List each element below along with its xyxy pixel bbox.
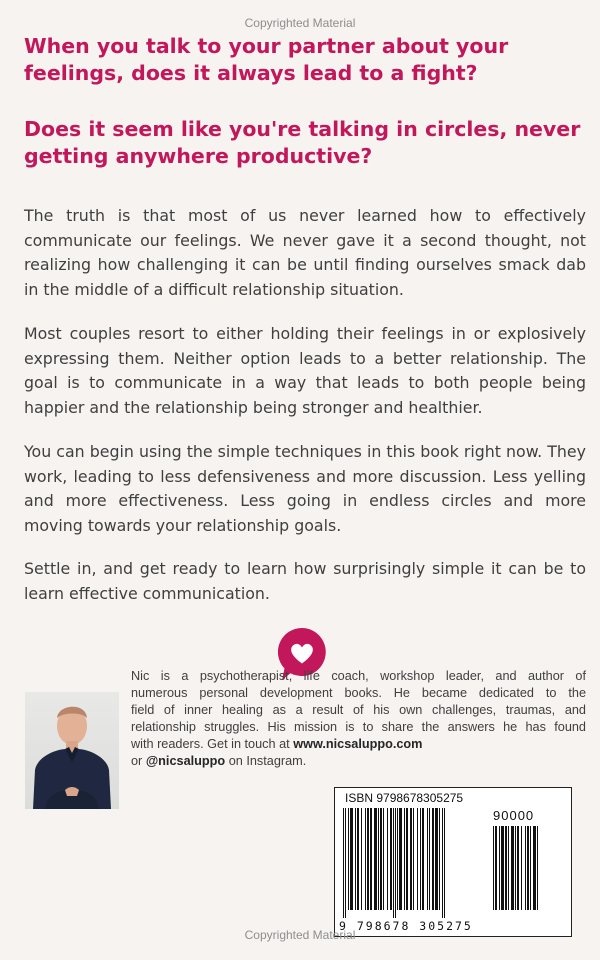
- price-code: 90000: [493, 808, 535, 823]
- bio-line-6: [131, 753, 586, 770]
- bio-line-3: field of inner healing as a result of his own challenges, traumas, and: [131, 703, 586, 717]
- bio-instagram-text: on Instagram.: [228, 754, 307, 768]
- watermark-top: Copyrighted Material: [244, 16, 356, 30]
- body-paragraph-1: The truth is that most of us never learned how to effectively communicate our feelings. We never gave it a second thought, not realizing how challenging it can be until finding ourselves smack dab in the middle of a difficult relationship situation.: [24, 206, 586, 299]
- isbn-label: ISBN 9798678305275: [345, 791, 464, 805]
- isbn-digits: 9 798678 305275: [339, 919, 473, 933]
- bio-line-1: Nic is a psychotherapist, life coach, workshop leader, and author of: [131, 669, 586, 683]
- bio-line-5: [131, 736, 586, 753]
- bio-line-2: numerous personal development books. He became dedicated to the: [131, 686, 586, 700]
- body-paragraph-2: Most couples resort to either holding their feelings in or explosively expressing them. Neither option leads to a better relationship. The goal is to communicate in a way that leads to both people being happier and the relationship being stronger and healthier.: [24, 324, 586, 417]
- headline-question-1: When you talk to your partner about your feelings, does it always lead to a fight?: [24, 34, 509, 85]
- price-addon-barcode-bars: [493, 826, 555, 918]
- isbn-barcode-box: [334, 787, 572, 937]
- bio-or-text: or: [131, 754, 143, 768]
- watermark-bottom: Copyrighted Material: [244, 928, 356, 942]
- instagram-handle-link[interactable]: @nicsaluppo: [145, 754, 226, 768]
- headline-question-2: Does it seem like you're talking in circles, never getting anywhere productive?: [24, 117, 581, 168]
- bio-line-4: relationship struggles. His mission is to share the answers he has found: [131, 720, 586, 734]
- isbn-barcode-bars: [343, 808, 485, 918]
- body-paragraph-4: Settle in, and get ready to learn how surprisingly simple it can be to learn effective communication.: [24, 559, 586, 603]
- author-website-link[interactable]: www.nicsaluppo.com: [293, 737, 423, 751]
- author-bio: [131, 668, 586, 770]
- bio-contact-text: with readers. Get in touch at: [131, 737, 290, 751]
- author-photo: [25, 692, 119, 809]
- body-paragraph-3: You can begin using the simple techniques in this book right now. They work, leading to less defensiveness and more discussion. Less yelling and more effectiveness. Less going in endless circles and more moving towards your relationship goals.: [24, 442, 586, 535]
